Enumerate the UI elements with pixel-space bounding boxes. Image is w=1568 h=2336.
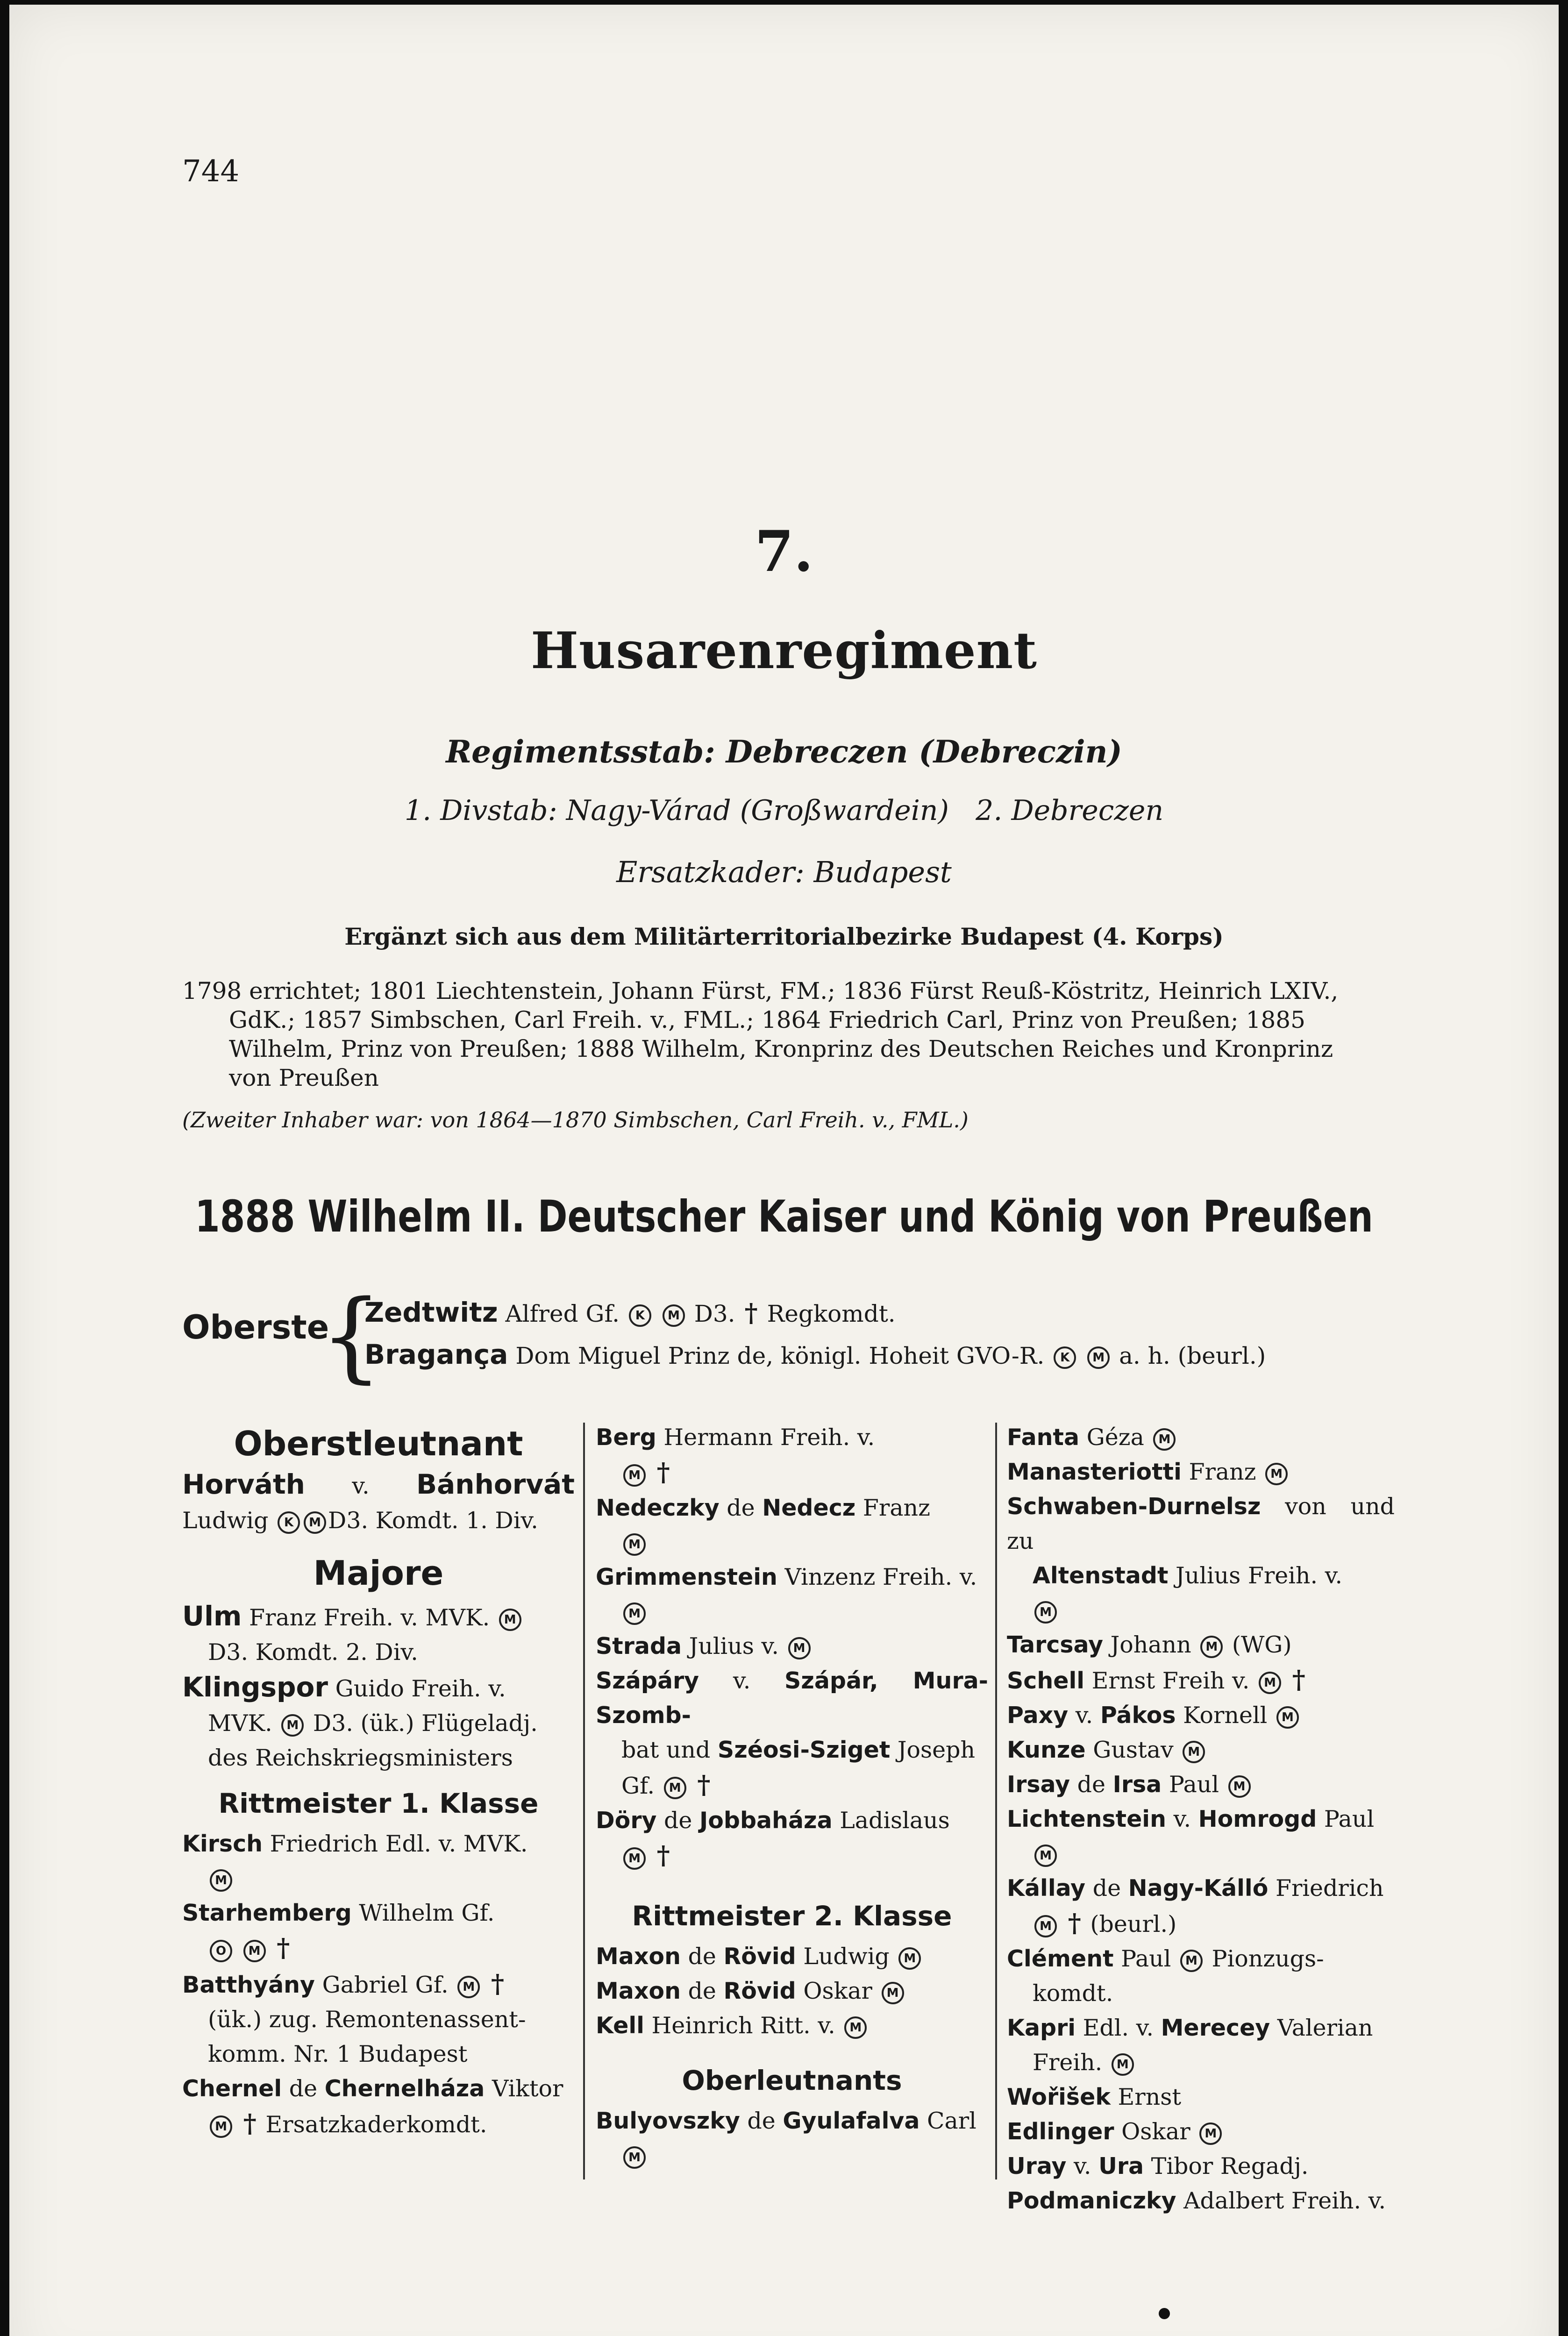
person-name: Maxon	[596, 1978, 681, 2004]
given-name: Valerian	[1277, 2015, 1373, 2041]
medal-m-icon: M	[1276, 1706, 1299, 1729]
medal-m-icon: M	[1228, 1775, 1251, 1798]
medal-m-icon: M	[304, 1511, 326, 1534]
particle: v.	[1075, 1702, 1093, 1729]
person-name: Starhemberg	[182, 1900, 352, 1926]
decoration-text: a. h. (beurl.)	[1119, 1342, 1266, 1369]
person-name: Horváth	[182, 1468, 305, 1500]
roster-entry	[182, 2072, 575, 2142]
person-title: Adalbert Freih. v.	[1183, 2187, 1386, 2214]
person-name: Ura	[1098, 2153, 1144, 2179]
medal-m-icon: M	[882, 1982, 904, 2004]
medal-m-icon: M	[1034, 1845, 1057, 1867]
roster-entry	[596, 1629, 988, 1664]
person-name: Zedtwitz	[364, 1296, 498, 1328]
function-text: D3. (ük.) Flügeladj.	[313, 1710, 538, 1737]
column-divider	[995, 1423, 997, 2179]
person-name: Bánhorvát	[416, 1468, 575, 1500]
rank-heading: Oberleutnants	[682, 2065, 902, 2096]
medal-m-icon: M	[1034, 1915, 1057, 1937]
roster-entry	[596, 1974, 988, 2008]
oberst-entry	[364, 1339, 1266, 1370]
medal-m-icon: M	[898, 1947, 921, 1970]
given-name: Tibor Regadj.	[1151, 2153, 1309, 2179]
person-name: Szápár, Mura-Szomb-	[596, 1667, 989, 1729]
cross-icon: †	[491, 1969, 505, 1999]
person-name: Gyulafalva	[783, 2108, 920, 2134]
history-line: von Preußen	[229, 1064, 379, 1091]
roster-entry	[1007, 1628, 1395, 1662]
person-name: Klingspor	[182, 1671, 328, 1703]
given-name: Johann	[1110, 1631, 1191, 1658]
given-name: Gustav	[1093, 1737, 1174, 1763]
roster-entry	[1007, 2149, 1395, 2184]
given-name: Carl	[927, 2108, 976, 2134]
history-line: Wilhelm, Prinz von Preußen; 1888 Wilhelm, Kronprinz des Deutschen Reiches und Kronprinz	[229, 1035, 1333, 1062]
roster-entry	[182, 1599, 575, 1670]
person-name: Uray	[1007, 2153, 1067, 2179]
decoration-text: MVK.	[208, 1710, 272, 1737]
brace: {	[320, 1279, 383, 1393]
person-title: Alfred Gf.	[505, 1300, 620, 1327]
status-text: (beurl.)	[1090, 1911, 1177, 1937]
roster-entry	[182, 1467, 575, 1538]
roster-entry	[1007, 2011, 1395, 2080]
person-title: Gabriel Gf.	[322, 1972, 449, 1998]
cross-icon: †	[1068, 1908, 1081, 1938]
person-name: Irsa	[1112, 1771, 1162, 1798]
roster-column-3	[1007, 1420, 1395, 2218]
person-name: Tarcsay	[1007, 1631, 1104, 1658]
medal-m-icon: M	[1034, 1601, 1057, 1624]
entry-continuation	[182, 1706, 575, 1741]
ersatz-kader: Ersatzkader: Budapest	[616, 855, 952, 889]
medal-m-icon: M	[1180, 1950, 1203, 1972]
person-name: Paxy	[1007, 1702, 1069, 1729]
ink-dot	[1159, 2308, 1170, 2319]
roster-entry	[1007, 1698, 1395, 1733]
particle: v.	[1074, 2153, 1091, 2179]
medal-m-icon: M	[1183, 1741, 1205, 1763]
roster-entry	[1007, 1420, 1395, 1455]
person-title: Heinrich Ritt. v.	[651, 2012, 835, 2039]
given-name: Géza	[1086, 1424, 1144, 1451]
cross-icon: †	[656, 1457, 670, 1487]
particle: v.	[733, 1667, 751, 1694]
medal-m-icon: M	[210, 2115, 232, 2138]
person-name: Kirsch	[182, 1830, 263, 1857]
particle: de	[688, 1943, 716, 1970]
given-name: Franz	[1189, 1459, 1256, 1485]
person-name: Rövid	[723, 1943, 796, 1970]
particle: de	[664, 1807, 692, 1834]
roster-entry	[596, 1939, 988, 1974]
person-name: Kállay	[1007, 1875, 1086, 1902]
particle: v.	[1173, 1806, 1191, 1832]
cross-icon: †	[697, 1770, 711, 1800]
person-name: Grimmenstein	[596, 1564, 777, 1590]
person-title: Friedrich Edl. v. MVK.	[270, 1830, 528, 1857]
person-title: Freih.	[1033, 2049, 1103, 2076]
person-name: Maxon	[596, 1943, 681, 1970]
rank-heading: Majore	[313, 1553, 444, 1593]
person-name: Merecey	[1161, 2015, 1270, 2041]
order-o-icon: O	[210, 1940, 232, 1962]
roster-entry	[1007, 1767, 1395, 1802]
function-text: Ersatzkaderkomdt.	[265, 2111, 487, 2138]
medal-m-icon: M	[623, 1464, 646, 1487]
person-title: Franz Freih. v. MVK.	[249, 1604, 490, 1631]
cross-icon: †	[656, 1840, 670, 1870]
name-text: bat und	[621, 1737, 711, 1763]
person-name: Jobbaháza	[699, 1807, 833, 1834]
medal-m-icon: M	[1153, 1428, 1176, 1451]
roster-entry	[1007, 1871, 1395, 1942]
person-name: Kapri	[1007, 2015, 1076, 2041]
particle: de	[747, 2108, 776, 2134]
person-name: Ulm	[182, 1600, 242, 1632]
given-name: Kornell	[1183, 1702, 1268, 1729]
medal-m-icon: M	[623, 1847, 646, 1870]
person-name: Altenstadt	[1033, 1562, 1169, 1589]
person-title: Guido Freih. v.	[335, 1675, 506, 1702]
medal-m-icon: M	[1265, 1463, 1288, 1485]
particle: v.	[352, 1473, 370, 1499]
roster-entry	[1007, 1489, 1395, 1628]
person-name: Döry	[596, 1807, 657, 1834]
document-page	[9, 5, 1559, 2336]
person-title: Gf.	[621, 1773, 655, 1799]
function-text: des Reichskriegsministers	[208, 1745, 513, 1771]
function-text: komdt.	[1033, 1980, 1113, 2007]
decoration-text: D3.	[694, 1300, 735, 1327]
cross-icon: †	[744, 1298, 758, 1328]
order-k-icon: K	[1054, 1346, 1076, 1369]
medal-m-icon: M	[1112, 2053, 1134, 2076]
person-name: Bulyovszky	[596, 2108, 740, 2134]
regiment-staff: Regimentsstab: Debreczen (Debreczin)	[446, 734, 1122, 770]
column-divider	[583, 1423, 585, 2179]
given-name: Friedrich	[1275, 1875, 1384, 1902]
roster-entry	[596, 1420, 988, 1491]
medal-m-icon: M	[281, 1714, 304, 1737]
second-owner-note: (Zweiter Inhaber war: von 1864—1870 Simbschen, Carl Freih. v., FML.)	[182, 1107, 969, 1132]
given-name: Ludwig	[803, 1943, 890, 1970]
person-title: Edl. v.	[1083, 2015, 1154, 2041]
person-name: Lichtenstein	[1007, 1806, 1166, 1832]
order-k-icon: K	[629, 1304, 651, 1327]
roster-entry	[1007, 1733, 1395, 1767]
regiment-owner: 1888 Wilhelm II. Deutscher Kaiser und König von Preußen	[195, 1191, 1373, 1242]
person-name: Schell	[1007, 1667, 1085, 1694]
medal-m-icon: M	[663, 1304, 685, 1327]
cross-icon: †	[1292, 1665, 1305, 1695]
person-name: Batthyány	[182, 1972, 315, 1998]
particle: von und zu	[1007, 1493, 1395, 1554]
function-text: D3. Komdt. 2. Div.	[208, 1639, 418, 1666]
person-name: Podmaniczky	[1007, 2187, 1176, 2214]
person-title: Vinzenz Freih. v.	[784, 1564, 977, 1590]
roster-entry	[596, 1803, 988, 1874]
roster-entry	[596, 1664, 988, 1803]
person-name: Fanta	[1007, 1424, 1080, 1451]
recruitment-district: Ergänzt sich aus dem Militärterritorialbezirke Budapest (4. Korps)	[344, 923, 1224, 950]
given-name: Ludwig	[182, 1507, 269, 1534]
particle: de	[727, 1495, 755, 1521]
person-title: Ernst Freih v.	[1091, 1667, 1250, 1694]
person-name: Berg	[596, 1424, 656, 1451]
person-name: Edlinger	[1007, 2118, 1114, 2145]
person-title: Hermann Freih. v.	[663, 1424, 875, 1451]
cross-icon: †	[277, 1933, 290, 1963]
person-name: Rövid	[723, 1978, 796, 2004]
function-text: Regkomdt.	[767, 1300, 896, 1327]
person-title: Julius Freih. v.	[1176, 1562, 1343, 1589]
person-name: Manasteriotti	[1007, 1459, 1182, 1485]
given-name: Paul	[1324, 1806, 1375, 1832]
roster-column-2	[596, 1420, 988, 2173]
medal-m-icon: M	[499, 1609, 521, 1631]
history-line: GdK.; 1857 Simbschen, Carl Freih. v., FML.; 1864 Friedrich Carl, Prinz von Preußen; 1885	[229, 1006, 1305, 1033]
roster-entry	[1007, 1942, 1395, 2011]
particle: de	[1092, 1875, 1121, 1902]
oberste-label: Oberste	[182, 1308, 329, 1346]
cross-icon: †	[243, 2108, 257, 2138]
given-name: Oskar	[803, 1978, 872, 2004]
order-k-icon: K	[278, 1511, 300, 1534]
roster-entry	[1007, 2080, 1395, 2115]
person-name: Kunze	[1007, 1737, 1086, 1763]
decoration-text: (WG)	[1232, 1631, 1292, 1658]
person-name: Nedecz	[762, 1495, 856, 1521]
given-name: Paul	[1169, 1771, 1219, 1798]
particle: de	[289, 2075, 318, 2102]
medal-m-icon: M	[623, 1602, 646, 1625]
roster-entry	[596, 1491, 988, 1560]
roster-entry	[596, 2104, 988, 2173]
medal-m-icon: M	[1259, 1672, 1281, 1694]
given-name: Paul	[1121, 1945, 1171, 1972]
medal-m-icon: M	[664, 1777, 686, 1799]
medal-m-icon: M	[210, 1869, 232, 1892]
roster-entry	[182, 1670, 575, 1775]
roster-entry	[596, 1560, 988, 1629]
person-name: Clément	[1007, 1945, 1114, 1972]
person-name: Strada	[596, 1633, 682, 1659]
roster-entry	[596, 2008, 988, 2043]
medal-m-icon: M	[1200, 1636, 1223, 1658]
person-name: Széosi-Sziget	[717, 1737, 891, 1763]
person-name: Bragança	[364, 1339, 508, 1370]
regiment-history	[182, 976, 1397, 1092]
medal-m-icon: M	[623, 2146, 646, 2169]
function-text: Pionzugs-	[1212, 1945, 1324, 1972]
person-name: Kell	[596, 2012, 644, 2039]
person-name: Nedeczky	[596, 1495, 720, 1521]
history-line: 1798 errichtet; 1801 Liechtenstein, Johann Fürst, FM.; 1836 Fürst Reuß-Köstritz, Heinrich LXIV.,	[182, 977, 1339, 1004]
regiment-name: Husarenregiment	[530, 621, 1038, 680]
roster-entry	[1007, 1455, 1395, 1489]
given-name: Ernst	[1118, 2084, 1182, 2110]
medal-m-icon: M	[623, 1533, 646, 1556]
person-name: Wořišek	[1007, 2084, 1111, 2110]
regiment-number: 7.	[755, 519, 813, 584]
person-name: Pákos	[1100, 1702, 1176, 1729]
person-name: Chernel	[182, 2075, 282, 2102]
person-name: Schwaben-Durnelsz	[1007, 1493, 1261, 1520]
person-name: Irsay	[1007, 1771, 1070, 1798]
given-name: Viktor	[492, 2075, 563, 2102]
person-name: Szápáry	[596, 1667, 699, 1694]
rank-heading: Rittmeister 2. Klasse	[632, 1900, 952, 1932]
medal-m-icon: M	[844, 2016, 867, 2039]
person-title: Julius v.	[689, 1633, 779, 1659]
particle: de	[1077, 1771, 1106, 1798]
division-staff: 1. Divstab: Nagy-Várad (Großwardein) 2. Debreczen	[404, 794, 1164, 827]
rank-heading: Oberstleutnant	[234, 1424, 523, 1463]
medal-m-icon: M	[1199, 2122, 1222, 2145]
given-name: Ladislaus	[840, 1807, 950, 1834]
function-text: (ük.) zug. Remontenassent-	[208, 2006, 526, 2033]
person-title: Wilhelm Gf.	[359, 1900, 495, 1926]
person-name: Homrogd	[1198, 1806, 1317, 1832]
person-name: Chernelháza	[324, 2075, 485, 2102]
function-text: D3. Komdt. 1. Div.	[328, 1507, 538, 1534]
roster-entry	[182, 1827, 575, 1896]
given-name: Franz	[862, 1495, 930, 1521]
roster-entry	[1007, 2115, 1395, 2149]
person-title: Dom Miguel Prinz de, königl. Hoheit GVO-R.	[515, 1342, 1045, 1369]
medal-m-icon: M	[243, 1940, 266, 1962]
roster-entry	[182, 1896, 575, 1966]
roster-entry	[1007, 1662, 1395, 1698]
particle: de	[688, 1978, 716, 2004]
oberst-entry	[364, 1296, 896, 1328]
roster-entry	[1007, 1802, 1395, 1871]
roster-entry	[1007, 2184, 1395, 2218]
medal-m-icon: M	[457, 1976, 480, 1998]
given-name: Oskar	[1121, 2118, 1190, 2145]
roster-entry	[182, 1966, 575, 2072]
person-name: Nagy-Kálló	[1128, 1875, 1269, 1902]
given-name: Joseph	[897, 1737, 976, 1763]
medal-m-icon: M	[1087, 1346, 1110, 1369]
roster-column-1	[182, 1420, 575, 2142]
rank-heading: Rittmeister 1. Klasse	[218, 1788, 539, 1819]
page-number: 744	[182, 154, 240, 189]
medal-m-icon: M	[788, 1637, 811, 1659]
function-text: komm. Nr. 1 Budapest	[208, 2041, 468, 2067]
